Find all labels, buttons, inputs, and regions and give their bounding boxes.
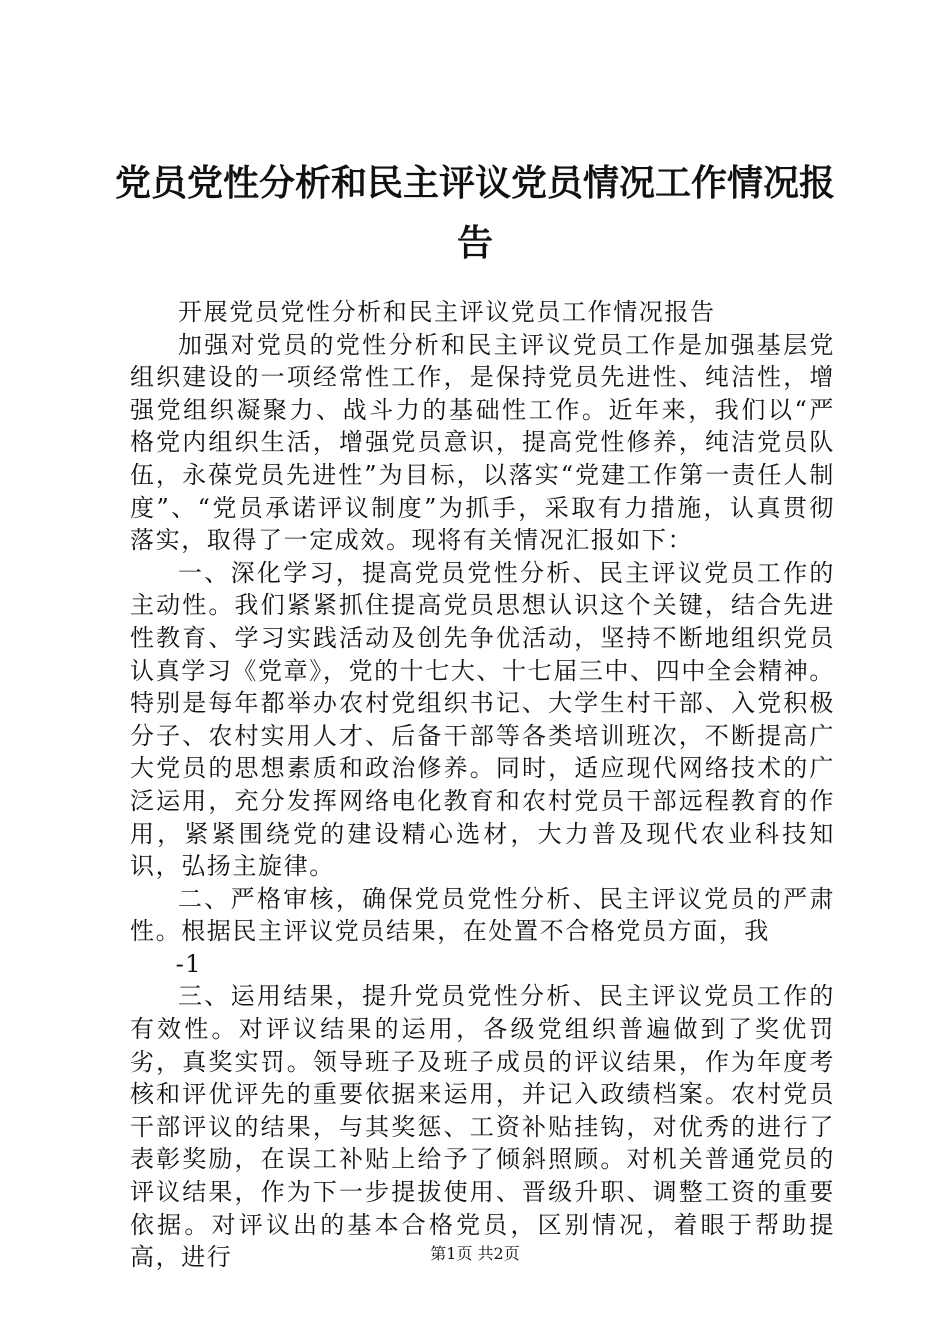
document-body: [130, 296, 835, 1274]
paragraph-section-3: 三、运用结果，提升党员党性分析、民主评议党员工作的有效性。对评议结果的运用，各级党组织普遍做到了奖优罚劣，真奖实罚。领导班子及班子成员的评议结果，作为年度考核和评优评先的重要依据来运用，并记入政绩档案。农村党员干部评议的结果，与其奖惩、工资补贴挂钩，对优秀的进行了表彰奖励，在误工补贴上给予了倾斜照顾。对机关普通党员的评议结果，作为下一步提拔使用、晋级升职、调整工资的重要依据。对评议出的基本合格党员，区别情况，着眼于帮助提高，进行: [130, 982, 835, 1272]
paragraph-subtitle: 开展党员党性分析和民主评议党员工作情况报告: [178, 298, 716, 326]
page-footer: 第1页 共2页: [430, 1244, 520, 1263]
paragraph-section-2: 二、严格审核，确保党员党性分析、民主评议党员的严肃性。根据民主评议党员结果，在处置不合格党员方面，我: [130, 884, 835, 946]
document-title: 党员党性分析和民主评议党员情况工作情况报告: [114, 163, 835, 264]
page-break-marker: -1: [175, 949, 203, 978]
paragraph-intro: 加强对党员的党性分析和民主评议党员工作是加强基层党组织建设的一项经常性工作，是保持党员先进性、纯洁性，增强党组织凝聚力、战斗力的基础性工作。近年来，我们以“严格党内组织生活，增强党员意识，提高党性修养，纯洁党员队伍，永葆党员先进性”为目标，以落实“党建工作第一责任人制度”、“党员承诺评议制度”为抓手，采取有力措施，认真贯彻落实，取得了一定成效。现将有关情况汇报如下：: [130, 330, 835, 555]
paragraph-section-1: 一、深化学习，提高党员党性分析、民主评议党员工作的主动性。我们紧紧抓住提高党员思想认识这个关键，结合先进性教育、学习实践活动及创先争优活动，坚持不断地组织党员认真学习《党章》，党的十七大、十七届三中、四中全会精神。特别是每年都举办农村党组织书记、大学生村干部、入党积极分子、农村实用人才、后备干部等各类培训班次，不断提高广大党员的思想素质和政治修养。同时，适应现代网络技术的广泛运用，充分发挥网络电化教育和农村党员干部远程教育的作用，紧紧围绕党的建设精心选材，大力普及现代农业科技知识，弘扬主旋律。: [130, 558, 835, 881]
